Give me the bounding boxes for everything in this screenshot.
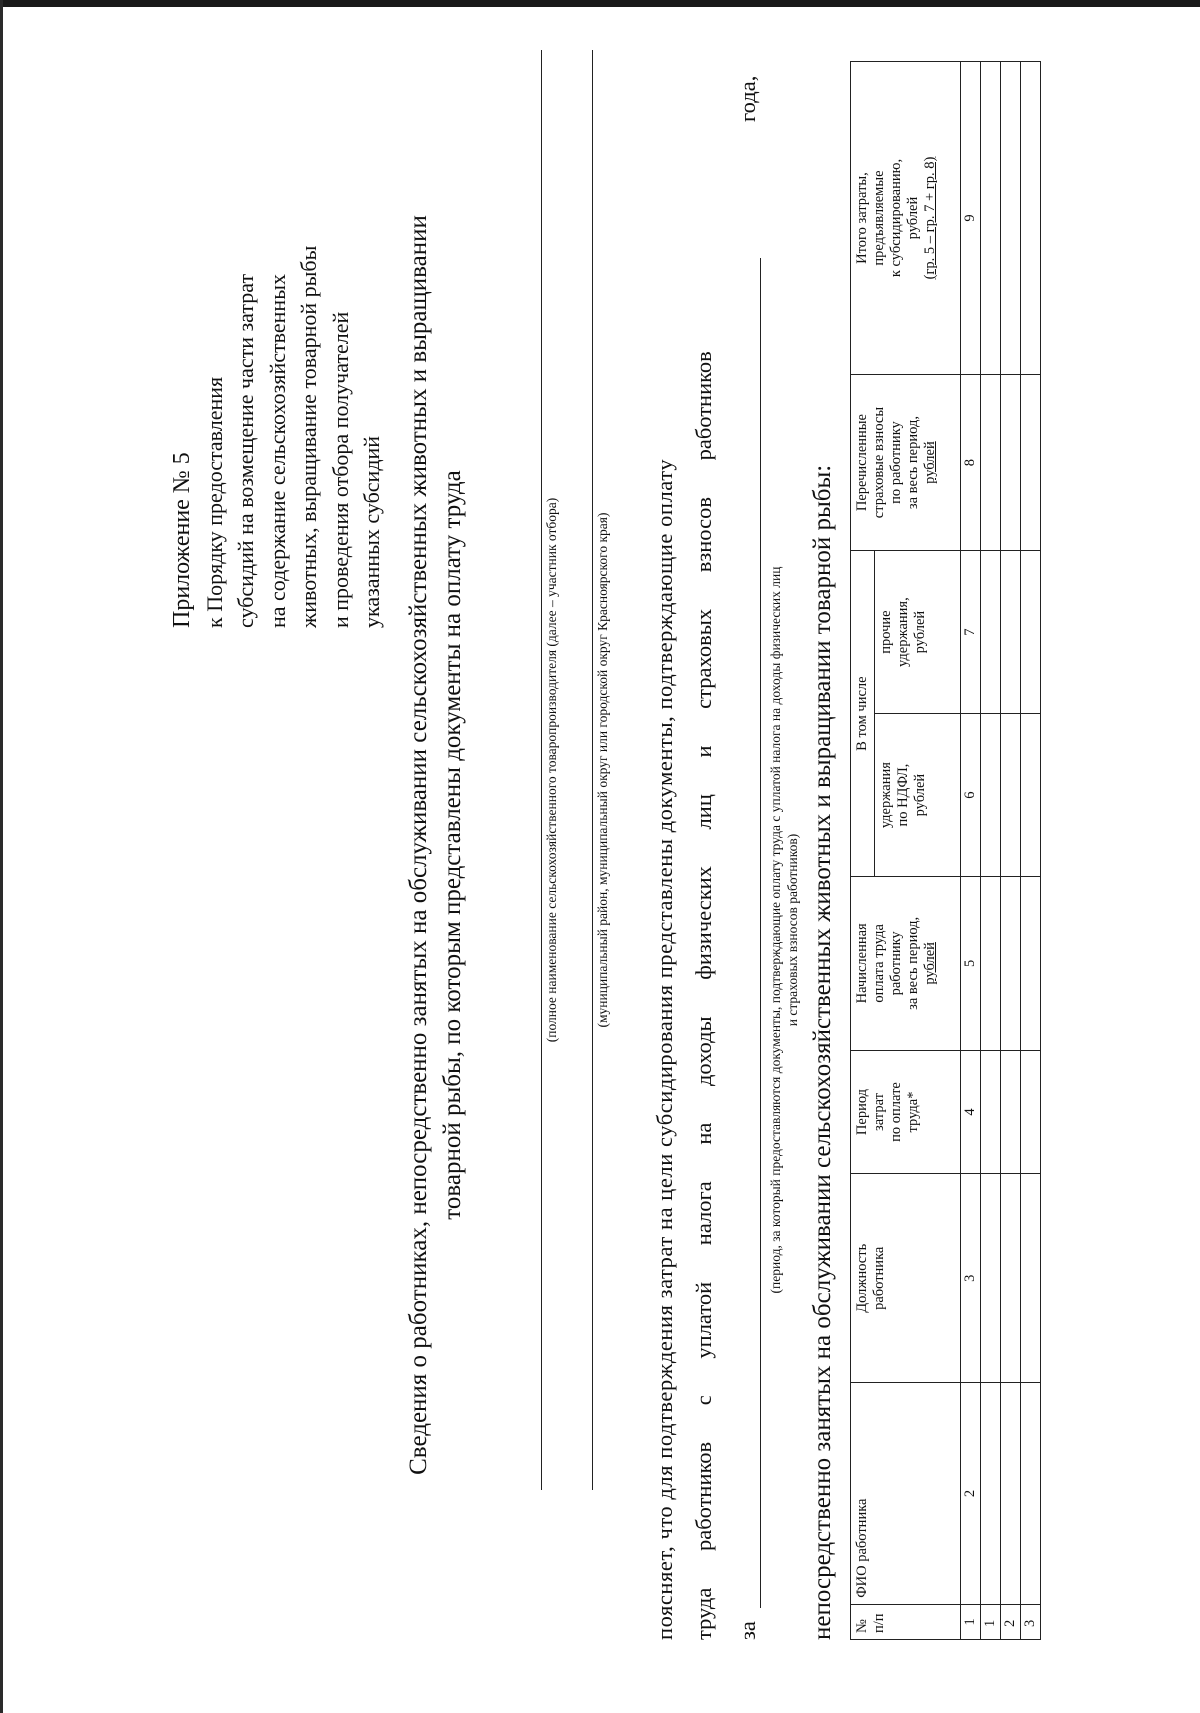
header-total: Итого затраты, предъявляемые к субсидированию, рублей (гр. 5 – гр. 7 + гр. 8) bbox=[851, 62, 961, 375]
table-cell[interactable] bbox=[1001, 375, 1021, 551]
period-prefix: за bbox=[735, 1621, 760, 1640]
table-cell[interactable] bbox=[1001, 62, 1021, 375]
appendix-line: на содержание сельскохозяйственных bbox=[264, 274, 290, 628]
body-line-4: непосредственно занятых на обслуживании сельскохозяйственных животных и выращивании товарной рыбы: bbox=[809, 464, 836, 1640]
body-line-2: труда работников с уплатой налога на доходы физических лиц и страховых взносов работников bbox=[691, 351, 716, 1640]
appendix-line: к Порядку предоставления bbox=[201, 376, 227, 628]
table-cell[interactable] bbox=[1001, 1174, 1021, 1383]
appendix-number: Приложение № 5 bbox=[169, 452, 195, 628]
header-num: № п/п bbox=[851, 1604, 961, 1639]
row-number: 3 bbox=[1021, 1604, 1041, 1639]
header-position: Должность работника bbox=[851, 1174, 961, 1383]
table-cell[interactable] bbox=[981, 714, 1001, 877]
column-number: 3 bbox=[961, 1174, 981, 1383]
table-cell[interactable] bbox=[1001, 1050, 1021, 1174]
table-cell[interactable] bbox=[1021, 714, 1041, 877]
producer-name-caption: (полное наименование сельскохозяйственного товаропроизводителя (далее – участник отбора) bbox=[544, 497, 559, 1043]
header-insurance: Перечисленные страховые взносы по работнику за весь период, рублей bbox=[851, 375, 961, 551]
district-field[interactable] bbox=[592, 50, 593, 1490]
column-number: 6 bbox=[961, 714, 981, 877]
appendix-line: животных, выращивание товарной рыбы bbox=[296, 245, 321, 628]
table-cell[interactable] bbox=[981, 1174, 1001, 1383]
column-number: 8 bbox=[961, 375, 981, 551]
column-number: 7 bbox=[961, 551, 981, 714]
table-cell[interactable] bbox=[1001, 551, 1021, 714]
header-including: В том числе bbox=[851, 551, 875, 877]
table-cell[interactable] bbox=[1021, 62, 1041, 375]
appendix-line: указанных субсидий bbox=[359, 435, 384, 628]
table-cell[interactable] bbox=[981, 877, 1001, 1050]
title-line-1: Сведения о работниках, непосредственно занятых на обслуживании сельскохозяйственных животных и выращивании bbox=[405, 215, 432, 1475]
workers-table bbox=[850, 61, 1041, 1640]
table-cell[interactable] bbox=[1001, 714, 1021, 877]
header-period: Период затрат по оплате труда* bbox=[851, 1050, 961, 1174]
period-caption-line-2: и страховых взносов работников) bbox=[785, 833, 800, 1027]
appendix-reference bbox=[167, 68, 388, 628]
period-suffix: года, bbox=[735, 75, 760, 122]
column-number: 2 bbox=[961, 1383, 981, 1605]
column-number: 4 bbox=[961, 1050, 981, 1174]
period-field[interactable] bbox=[760, 258, 761, 1608]
table-cell[interactable] bbox=[981, 62, 1001, 375]
row-number: 1 bbox=[981, 1604, 1001, 1639]
column-numbers-row bbox=[961, 62, 981, 1640]
table-row bbox=[1021, 62, 1041, 1640]
table-cell[interactable] bbox=[1001, 1383, 1021, 1605]
scan-top-edge bbox=[0, 0, 1200, 7]
table-cell[interactable] bbox=[1021, 1174, 1041, 1383]
document-title bbox=[402, 50, 470, 1640]
table-cell[interactable] bbox=[1021, 1383, 1041, 1605]
header-other: прочие удержания, рублей bbox=[875, 551, 961, 714]
appendix-line: и проведения отбора получателей bbox=[327, 311, 353, 628]
table-cell[interactable] bbox=[1021, 551, 1041, 714]
table-cell[interactable] bbox=[1021, 375, 1041, 551]
table-row bbox=[1001, 62, 1021, 1640]
header-ndfl: удержания по НДФЛ, рублей bbox=[875, 714, 961, 877]
table-cell[interactable] bbox=[1021, 877, 1041, 1050]
table-cell[interactable] bbox=[981, 375, 1001, 551]
period-caption bbox=[767, 260, 801, 1600]
row-number: 2 bbox=[1001, 1604, 1021, 1639]
header-fio: ФИО работника bbox=[851, 1383, 961, 1605]
table-cell[interactable] bbox=[981, 1383, 1001, 1605]
period-line bbox=[735, 40, 765, 1640]
district-caption: (муниципальный район, муниципальный округ или городской округ Красноярского края) bbox=[595, 512, 610, 1028]
table-cell[interactable] bbox=[981, 551, 1001, 714]
producer-name-field[interactable] bbox=[541, 50, 542, 1490]
scan-left-edge bbox=[0, 0, 3, 1713]
header-accrued: Начисленная оплата труда работнику за весь период, рублей bbox=[851, 877, 961, 1050]
body-line-1: поясняет, что для подтверждения затрат на цели субсидирования представлены документы, подтверждающие оплату bbox=[652, 458, 677, 1640]
title-line-2: товарной рыбы, по которым представлены документы на оплату труда bbox=[439, 470, 466, 1220]
column-number: 1 bbox=[961, 1604, 981, 1639]
table-cell[interactable] bbox=[1021, 1050, 1041, 1174]
column-number: 9 bbox=[961, 62, 981, 375]
table-cell[interactable] bbox=[1001, 877, 1021, 1050]
column-number: 5 bbox=[961, 877, 981, 1050]
table-row bbox=[981, 62, 1001, 1640]
table-cell[interactable] bbox=[981, 1050, 1001, 1174]
appendix-line: субсидий на возмещение части затрат bbox=[233, 273, 258, 628]
period-caption-line-1: (период, за который предоставляются документы, подтверждающие оплату труда с уплатой налога на доходы физических лиц bbox=[768, 566, 783, 1294]
rotated-document-page bbox=[27, 50, 1127, 1640]
